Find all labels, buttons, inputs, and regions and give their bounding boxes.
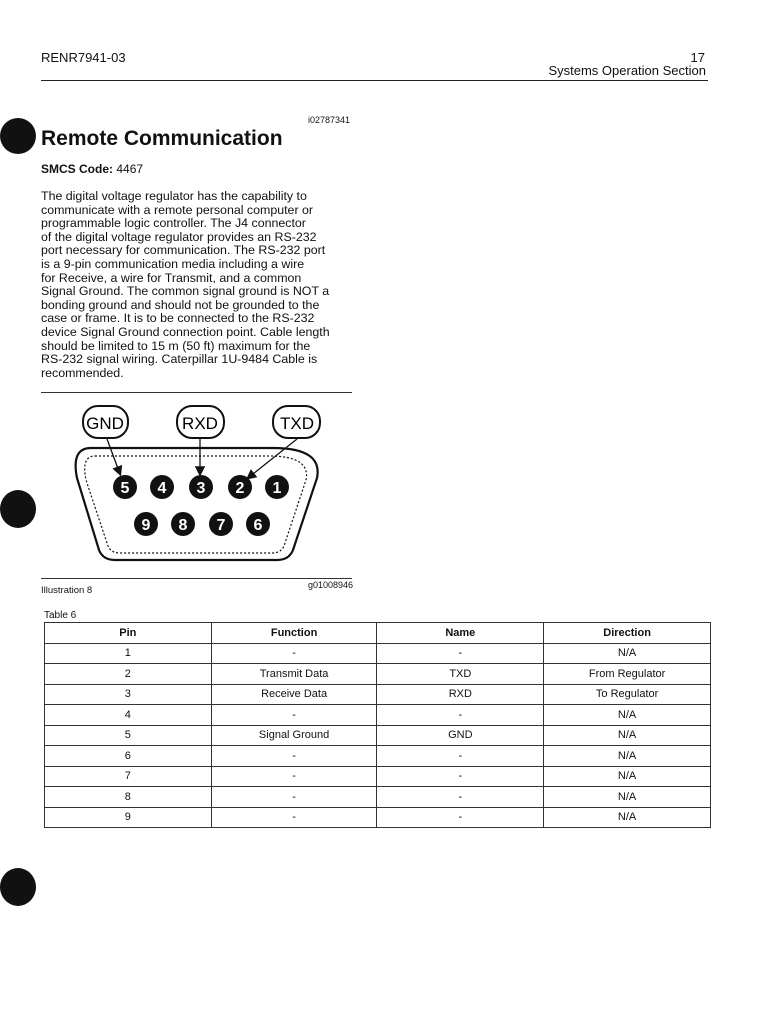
pin-2: [228, 475, 252, 499]
reference-id: i02787341: [308, 115, 351, 125]
pin-cell: 2: [45, 664, 212, 685]
table-row: [45, 746, 711, 767]
function-cell: -: [211, 807, 377, 828]
smcs-label: SMCS Code:: [41, 162, 113, 176]
table-row: [45, 643, 711, 664]
name-cell: -: [377, 787, 544, 808]
body-line: case or frame. It is to be connected to the RS-232: [41, 311, 315, 326]
body-line: should be limited to 15 m (50 ft) maximum for the: [41, 338, 311, 353]
db9-connector-diagram: [41, 398, 341, 573]
body-line: device Signal Ground connection point. Cable length: [41, 324, 330, 339]
binder-hole: [0, 868, 36, 906]
body-line: recommended.: [41, 365, 124, 380]
pin-6-label: 6: [253, 517, 263, 534]
page-title: Remote Communication: [41, 127, 283, 150]
pin-2-label: 2: [235, 480, 245, 497]
pin-cell: 5: [45, 725, 212, 746]
body-line: of the digital voltage regulator provides an RS-232: [41, 229, 317, 244]
body-line: RS-232 signal wiring. Caterpillar 1U-9484 Cable is: [41, 352, 318, 367]
column-header: Function: [211, 623, 377, 644]
smcs-value: 4467: [116, 162, 144, 176]
rxd-callout: [177, 406, 224, 438]
gnd-callout: [83, 406, 128, 438]
txd-arrow: [248, 439, 297, 478]
pin-5-label: 5: [120, 480, 130, 497]
name-cell: RXD: [377, 684, 544, 705]
function-cell: Transmit Data: [211, 664, 377, 685]
direction-cell: To Regulator: [544, 684, 711, 705]
connector-shell-outer: [76, 448, 318, 560]
name-cell: GND: [377, 725, 544, 746]
function-cell: -: [211, 643, 377, 664]
illustration-top-rule: [41, 392, 352, 393]
body-line: port necessary for communication. The RS-232 port: [41, 243, 326, 258]
body-line: programmable logic controller. The J4 connector: [41, 216, 306, 231]
document-id: RENR7941-03: [41, 50, 126, 65]
body-line: Signal Ground. The common signal ground is NOT a: [41, 284, 330, 299]
name-cell: -: [377, 766, 544, 787]
body-line: bonding ground and should not be grounded to the: [41, 297, 320, 312]
body-paragraph: [41, 190, 359, 380]
pin-5: [113, 475, 137, 499]
txd-callout: [273, 406, 320, 438]
name-cell: -: [377, 705, 544, 726]
table-row: [45, 725, 711, 746]
connector-shell-inner: [85, 456, 307, 553]
function-cell: -: [211, 705, 377, 726]
function-cell: -: [211, 766, 377, 787]
name-cell: -: [377, 807, 544, 828]
rxd-label: RXD: [182, 414, 218, 433]
pin-3: [189, 475, 213, 499]
binder-hole: [0, 118, 36, 154]
page-number: 17: [690, 50, 705, 65]
direction-cell: N/A: [544, 705, 711, 726]
pin-7-label: 7: [216, 517, 226, 534]
pin-cell: 3: [45, 684, 212, 705]
table-caption: Table 6: [44, 610, 77, 621]
column-header: Pin: [45, 623, 212, 644]
pin-4: [150, 475, 174, 499]
section-title: Systems Operation Section: [548, 63, 706, 78]
body-line: communicate with a remote personal computer or: [41, 202, 314, 217]
pin-6: [246, 512, 270, 536]
direction-cell: N/A: [544, 787, 711, 808]
binder-hole: [0, 490, 36, 528]
pin-cell: 4: [45, 705, 212, 726]
illustration-caption: Illustration 8: [41, 585, 93, 596]
table-row: [45, 807, 711, 828]
pin-cell: 6: [45, 746, 212, 767]
function-cell: Signal Ground: [211, 725, 377, 746]
pin-1: [265, 475, 289, 499]
pin-cell: 9: [45, 807, 212, 828]
direction-cell: From Regulator: [544, 664, 711, 685]
body-line: The digital voltage regulator has the capability to: [41, 189, 307, 203]
table-header-row: [45, 623, 711, 644]
direction-cell: N/A: [544, 766, 711, 787]
gnd-label: GND: [86, 414, 124, 433]
name-cell: -: [377, 746, 544, 767]
pin-1-label: 1: [272, 480, 282, 497]
pin-cell: 8: [45, 787, 212, 808]
table-row: [45, 664, 711, 685]
smcs-code: [41, 162, 143, 176]
body-line: for Receive, a wire for Transmit, and a common: [41, 270, 302, 285]
direction-cell: N/A: [544, 746, 711, 767]
direction-cell: N/A: [544, 725, 711, 746]
function-cell: -: [211, 746, 377, 767]
pin-9-label: 9: [141, 517, 151, 534]
pin-8: [171, 512, 195, 536]
txd-label: TXD: [280, 414, 314, 433]
function-cell: -: [211, 787, 377, 808]
pin-7: [209, 512, 233, 536]
pin-9: [134, 512, 158, 536]
column-header: Direction: [544, 623, 711, 644]
column-header: Name: [377, 623, 544, 644]
illustration-id: g01008946: [308, 580, 354, 590]
name-cell: TXD: [377, 664, 544, 685]
pin-3-label: 3: [196, 480, 206, 497]
table-row: [45, 705, 711, 726]
name-cell: -: [377, 643, 544, 664]
pin-assignment-table: [44, 622, 711, 828]
table-row: [45, 684, 711, 705]
table-row: [45, 787, 711, 808]
pin-8-label: 8: [178, 517, 188, 534]
function-cell: Receive Data: [211, 684, 377, 705]
illustration-bottom-rule: [41, 578, 352, 579]
header-divider: [41, 80, 708, 81]
table-row: [45, 766, 711, 787]
direction-cell: N/A: [544, 807, 711, 828]
body-line: is a 9-pin communication media including a wire: [41, 256, 305, 271]
pin-cell: 1: [45, 643, 212, 664]
direction-cell: N/A: [544, 643, 711, 664]
pin-cell: 7: [45, 766, 212, 787]
pin-4-label: 4: [157, 480, 167, 497]
